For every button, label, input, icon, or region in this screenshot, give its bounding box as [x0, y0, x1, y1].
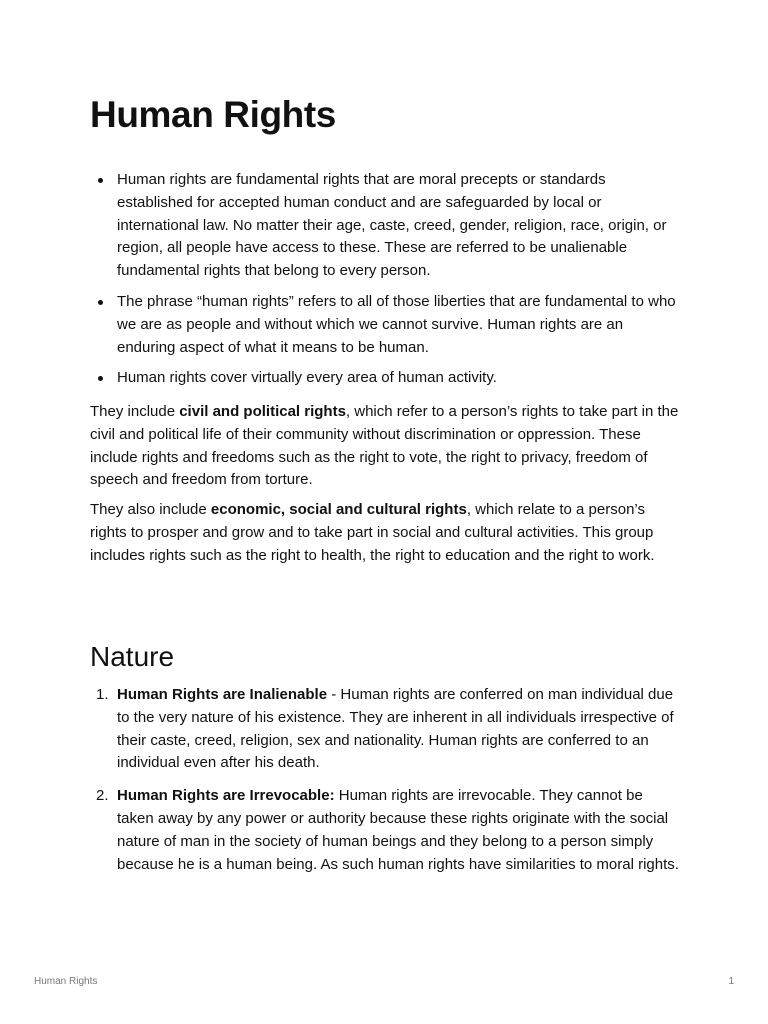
bullet-text: The phrase “human rights” refers to all of those liberties that are fundamental to who we are as people and without which we cannot survive. Human rights are an enduring aspect of what it means to be human.	[117, 292, 676, 356]
paragraph-text: They include	[90, 403, 180, 420]
item-text: Human rights are irrevocable. They cannot be taken away by any power or authority because these rights originate with the social nature of man in the society of human beings and they belong to a person simply because he is a human being. As such human rights have similarities to moral rights.	[117, 787, 679, 873]
numbered-item	[90, 785, 680, 876]
paragraph-bold-term: civil and political rights	[179, 403, 346, 420]
section-heading-nature: Nature	[90, 641, 175, 672]
bullet-list	[90, 169, 680, 398]
paragraph-text: , which refer to a person’s rights to take part in the civil and political life of their community without discrimination or oppression. These include rights and freedoms such as the right to vote, the right to privacy, freedom of speech and freedom from torture.	[90, 403, 679, 489]
bullet-dot-icon	[98, 376, 103, 381]
paragraph-text: They also include	[90, 501, 211, 518]
item-bold-heading: Human Rights are Irrevocable:	[117, 787, 335, 805]
bullet-dot-icon	[98, 300, 103, 305]
paragraph-text: , which relate to a person’s rights to prosper and grow and to take part in social and cultural activities. This group includes rights such as the right to health, the right to education and the right to work.	[90, 501, 655, 564]
paragraph-economic-social	[90, 499, 680, 567]
item-number: 1.	[96, 686, 109, 703]
bullet-text: Human rights cover virtually every area of human activity.	[117, 369, 497, 387]
footer-document-title: Human Rights	[34, 976, 98, 987]
item-text: - Human rights are conferred on man individual due to the very nature of his existence. They are inherent in all individuals irrespective of their caste, creed, religion, sex and nationality. Human rights are conferred to an individual even after his death.	[117, 686, 674, 772]
item-number: 2.	[96, 787, 109, 805]
bullet-item	[90, 169, 680, 283]
paragraph-civil-political	[90, 401, 680, 492]
bullet-dot-icon	[98, 178, 103, 183]
footer-page-number: 1	[728, 976, 734, 987]
numbered-list	[90, 684, 680, 886]
page-title: Human Rights	[90, 94, 336, 135]
numbered-item	[90, 684, 680, 775]
paragraph-bold-term: economic, social and cultural rights	[210, 501, 467, 518]
bullet-item	[90, 291, 680, 359]
item-bold-heading: Human Rights are Inalienable	[117, 686, 328, 703]
bullet-item	[90, 367, 680, 390]
bullet-text: Human rights are fundamental rights that are moral precepts or standards established for accepted human conduct and are safeguarded by local or international law. No matter their age, caste, creed, gender, religion, race, origin, or region, all people have access to these. These are referred to be unalienable fundamental rights that belong to every person.	[117, 171, 667, 280]
